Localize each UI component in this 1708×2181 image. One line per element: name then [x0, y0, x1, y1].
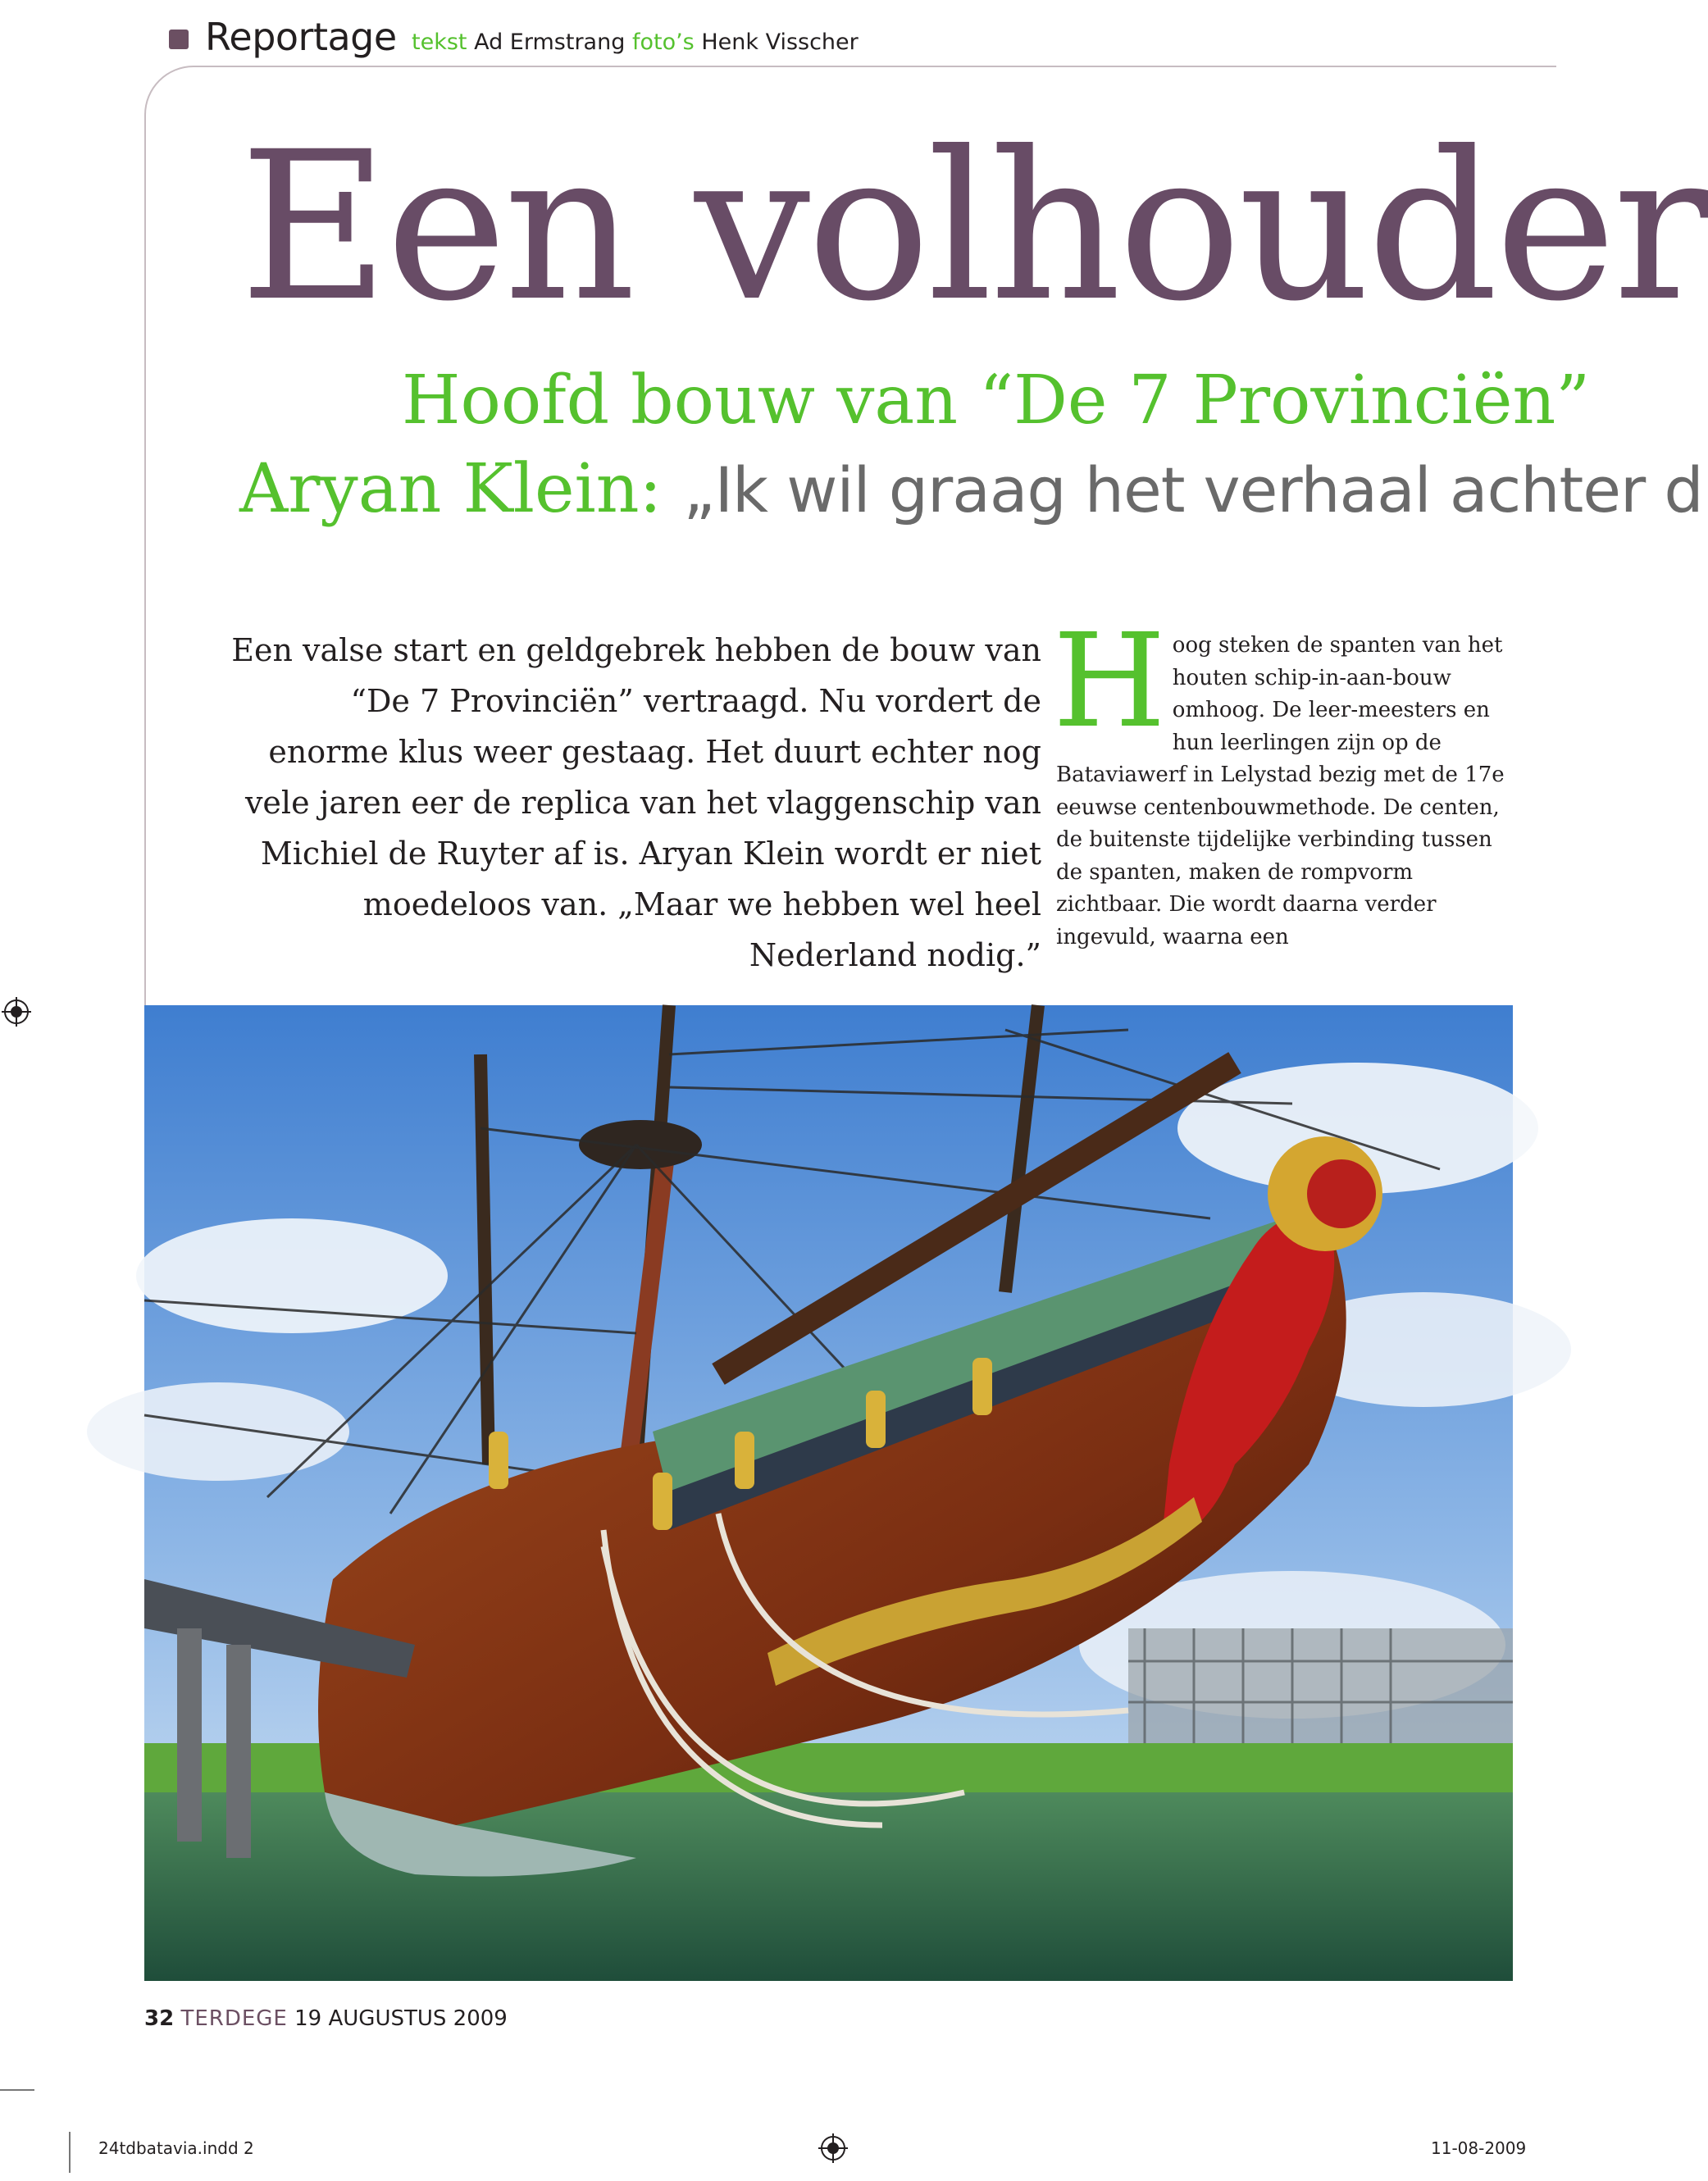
- body-column: [1053, 606, 1515, 954]
- article-title: Een volhouder: [239, 107, 1708, 346]
- issue-date: 19 AUGUSTUS 2009: [294, 2006, 508, 2031]
- crop-mark: [69, 2132, 71, 2173]
- subtitle-line-1: Hoofd bouw van “De 7 Provinciën”: [402, 362, 1591, 439]
- credits-line: [412, 30, 859, 55]
- intro-paragraph: [221, 625, 1041, 981]
- registration-mark-icon: [2, 997, 31, 1027]
- magazine-name: TERDEGE: [180, 2006, 288, 2031]
- subtitle-line-2: [239, 450, 1703, 528]
- credit-text-name: Ad Ermstrang: [474, 30, 626, 55]
- section-marker: [169, 30, 189, 49]
- page-folio: [144, 2006, 508, 2031]
- slug-filename: 24tdbatavia.indd 2: [98, 2138, 254, 2158]
- intro-text: Een valse start en geldgebrek hebben de bouw van “De 7 Provinciën” vertraagd. Nu vordert de enorme klus weer gestaag. Het duurt echter nog vele jaren eer de replica van het vlaggenschip van Michiel de Ruyter af is. Aryan Klein wordt er niet moedeloos van. „Maar we hebben wel heel Nederland nodig.”: [231, 632, 1041, 973]
- drop-cap: H: [1053, 606, 1166, 757]
- ship-photo: [144, 1005, 1513, 1981]
- registration-mark-icon: [818, 2133, 848, 2163]
- subtitle-name: Aryan Klein:: [239, 450, 663, 528]
- credit-photo-label: foto’s: [631, 30, 695, 55]
- credit-photo-name: Henk Visscher: [701, 30, 859, 55]
- page-number: 32: [144, 2006, 175, 2031]
- credit-text-label: tekst: [412, 30, 467, 55]
- body-text: oog steken de spanten van het houten schip-in-aan-bouw omhoog. De leer-meesters en hun leerlingen zijn op de Bataviawerf in Lelystad bezig met de 17e eeuwse centenbouwmethode. De centen, de buitenste tijdelijke verbinding tussen de spanten, maken de rompvorm zichtbaar. Die wordt daarna verder ingevuld, waarna een: [1056, 633, 1505, 949]
- slug-date: 11-08-2009: [1431, 2138, 1527, 2158]
- subtitle-quote: „Ik wil graag het verhaal achter d: [683, 453, 1703, 526]
- ship-illustration: [144, 1005, 1513, 1981]
- section-label: Reportage: [205, 15, 397, 59]
- crop-mark: [0, 2089, 34, 2091]
